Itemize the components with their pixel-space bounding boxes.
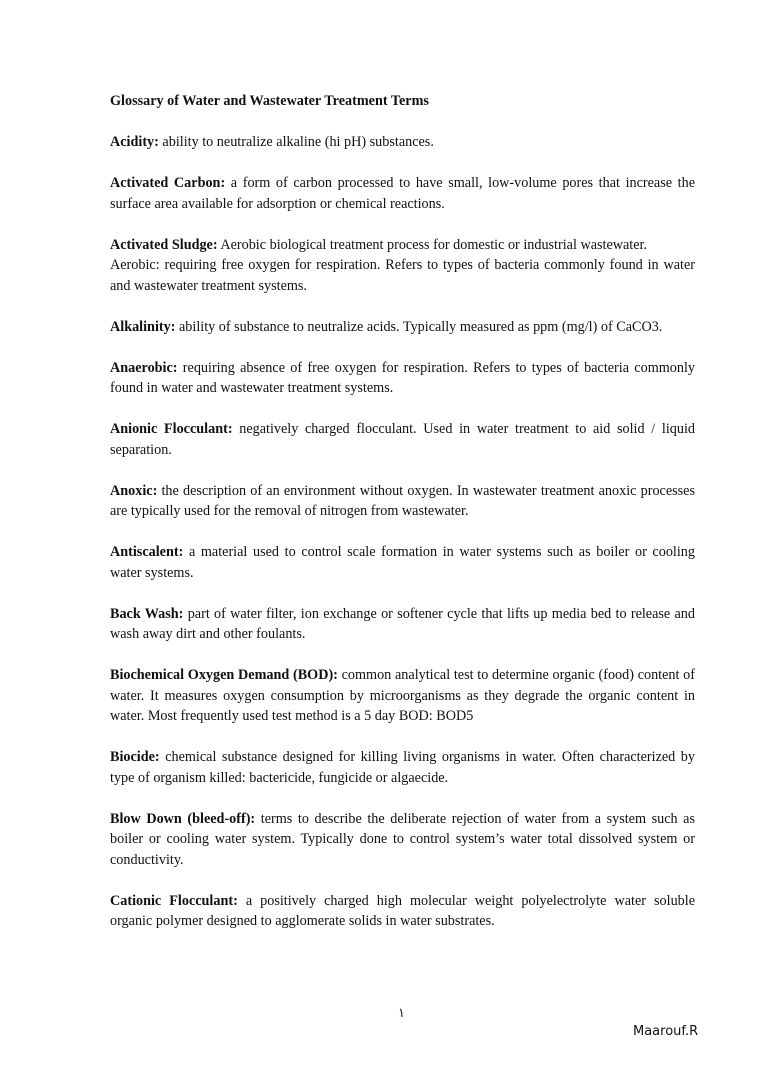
glossary-entry-acidity (110, 132, 695, 153)
glossary-entry-activated-sludge (110, 235, 695, 297)
glossary-entry-back-wash (110, 604, 695, 645)
glossary-definition: a positively charged high molecular weight polyelectrolyte water soluble organic polymer designed to agglomerate solids in water substrates. (110, 892, 695, 929)
entry-paragraph (110, 809, 695, 871)
entry-paragraph (110, 419, 695, 460)
glossary-term: Anoxic: (110, 482, 158, 499)
entry-paragraph (110, 665, 695, 727)
glossary-term: Blow Down (bleed-off): (110, 810, 256, 827)
entry-paragraph (110, 235, 695, 256)
glossary-entry-bod (110, 665, 695, 727)
glossary-term: Alkalinity: (110, 318, 176, 335)
glossary-entry-anoxic (110, 481, 695, 522)
entry-paragraph (110, 481, 695, 522)
glossary-definition: terms to describe the deliberate rejection of water from a system such as boiler or cooling water system. Typically done to control system’s water total dissolved system or conductivity. (110, 810, 695, 868)
glossary-entry-alkalinity (110, 317, 695, 338)
glossary-term: Antiscalent: (110, 544, 184, 560)
glossary-term: Acidity: (110, 134, 159, 150)
entry-paragraph (110, 317, 695, 338)
document-page (110, 91, 695, 952)
glossary-definition: a form of carbon processed to have small, low-volume pores that increase the surface area available for adsorption or chemical reactions. (110, 175, 695, 212)
glossary-term: Biocide: (110, 749, 160, 765)
page-number: ١ (398, 1006, 405, 1021)
glossary-term: Cationic Flocculant: (110, 892, 238, 909)
glossary-definition: ability of substance to neutralize acids. Typically measured as ppm (mg/l) of CaCO3. (175, 318, 663, 335)
glossary-entry-antiscalent (110, 542, 695, 583)
entry-paragraph (110, 542, 695, 583)
glossary-definition: chemical substance designed for killing living organisms in water. Often characterized by type of organism killed: bactericide, fungicide or algaecide. (110, 749, 695, 786)
entry-paragraph (110, 604, 695, 645)
glossary-definition: a material used to control scale formation in water systems such as boiler or cooling water systems. (110, 544, 695, 581)
glossary-term: Anionic Flocculant: (110, 421, 233, 437)
entry-paragraph (110, 747, 695, 788)
glossary-entry-cationic-flocculant (110, 891, 695, 932)
entry-paragraph (110, 891, 695, 932)
entry-paragraph (110, 358, 695, 399)
glossary-definition: the description of an environment without oxygen. In wastewater treatment anoxic processes are typically used for the removal of nitrogen from wastewater. (110, 482, 695, 519)
entry-extra-paragraph: Aerobic: requiring free oxygen for respiration. Refers to types of bacteria commonly found in water and wastewater treatment systems. (110, 257, 695, 294)
document-title: Glossary of Water and Wastewater Treatment Terms (110, 93, 429, 109)
glossary-definition: part of water filter, ion exchange or softener cycle that lifts up media bed to release and wash away dirt and other foulants. (110, 605, 695, 642)
glossary-entry-blow-down (110, 809, 695, 871)
glossary-term: Activated Carbon: (110, 175, 226, 191)
entry-paragraph (110, 132, 695, 153)
author-signature: Maarouf.R (633, 1024, 699, 1039)
glossary-definition: requiring absence of free oxygen for respiration. Refers to types of bacteria commonly found in water and wastewater treatment systems. (110, 359, 695, 396)
glossary-entry-activated-carbon (110, 173, 695, 214)
glossary-entry-anaerobic (110, 358, 695, 399)
glossary-definition: Aerobic biological treatment process for domestic or industrial wastewater. (217, 236, 648, 253)
glossary-entry-anionic-flocculant (110, 419, 695, 460)
glossary-definition: common analytical test to determine organic (food) content of water. It measures oxygen consumption by microorganisms as they degrade the organic content in water. Most frequently used test method is a 5 day BOD: BOD5 (110, 667, 695, 724)
glossary-term: Anaerobic: (110, 359, 178, 376)
glossary-term: Biochemical Oxygen Demand (BOD): (110, 667, 338, 683)
glossary-definition: ability to neutralize alkaline (hi pH) substances. (158, 134, 434, 150)
entry-paragraph (110, 173, 695, 214)
glossary-entry-biocide (110, 747, 695, 788)
glossary-term: Back Wash: (110, 605, 184, 622)
glossary-definition: negatively charged flocculant. Used in water treatment to aid solid / liquid separation. (110, 421, 695, 458)
glossary-term: Activated Sludge: (110, 236, 218, 253)
